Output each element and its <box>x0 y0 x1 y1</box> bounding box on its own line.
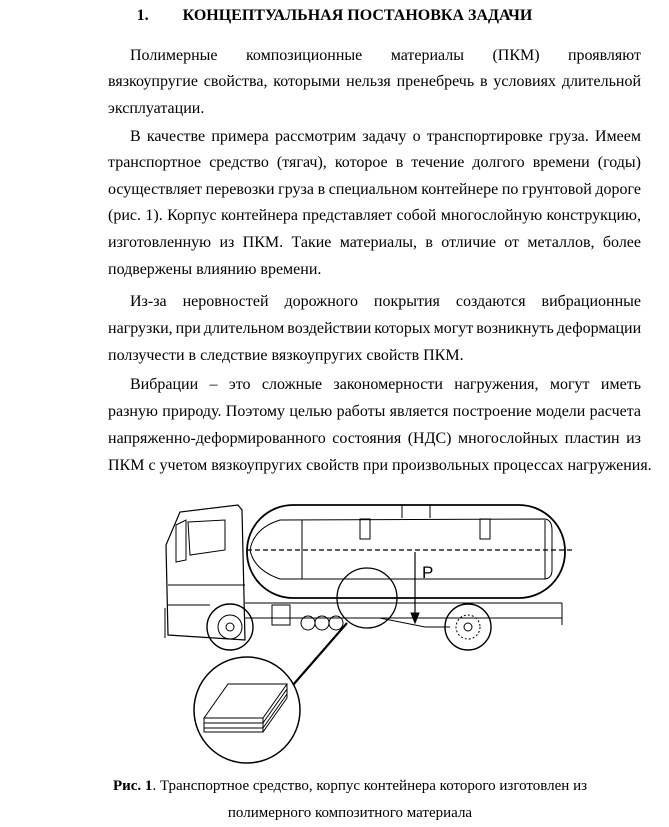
truck-figure <box>150 490 590 770</box>
paragraph-line: эксплуатации. <box>108 100 205 117</box>
layered-plate-detail <box>194 657 300 763</box>
paragraph-line: разную природу. Поэтому целью работы является построение модели расчета <box>108 403 641 420</box>
figure-caption-text: . Транспортное средство, корпус контейнера которого изготовлен из <box>152 778 588 794</box>
paragraph-line: транспортное средство (тягач), которое в течение долгого времени (годы) <box>108 154 641 171</box>
section-heading <box>0 6 669 26</box>
paragraph-line: Полимерные композиционные материалы (ПКМ) проявляют <box>130 47 641 64</box>
paragraph-line: ползучести в следствие вязкоупругих свойств ПКМ. <box>108 347 464 364</box>
paragraph-line: вязкоупругие свойства, которыми нельзя пренебречь в условиях длительной <box>108 73 641 90</box>
tank-body <box>250 519 552 579</box>
figure-caption-line-2: полимерного композитного материала <box>227 805 473 821</box>
paragraph-line: В качестве примера рассмотрим задачу о транспортировке груза. Имеем <box>130 128 641 145</box>
figure-caption-line-1 <box>30 776 669 796</box>
paragraph-line: нагрузки, при длительном воздействии которых могут возникнуть деформации <box>108 320 642 337</box>
figure-caption-label: Рис. 1 <box>112 778 153 794</box>
rear-wheel <box>445 604 491 650</box>
paragraph-line: напряженно-деформированного состояния (НДС) многослойных пластин из <box>108 430 641 447</box>
truck-cab <box>165 505 245 640</box>
load-label: P <box>422 563 434 582</box>
front-wheel <box>207 604 253 650</box>
section-number: 1. <box>136 7 149 24</box>
paragraph-line: Из-за неровностей дорожного покрытия создаются вибрационные <box>130 293 641 310</box>
paragraph-line: Вибрации – это сложные закономерности нагружения, могут иметь <box>130 376 641 393</box>
paragraph-line: осуществляет перевозки груза в специальном контейнере по грунтовой дороге <box>108 181 641 198</box>
section-title: КОНЦЕПТУАЛЬНАЯ ПОСТАНОВКА ЗАДАЧИ <box>182 7 533 24</box>
paragraph-line: подвержены влиянию времени. <box>108 261 322 278</box>
chassis <box>245 603 562 630</box>
paragraph-line: (рис. 1). Корпус контейнера представляет собой многослойную конструкцию, <box>108 207 641 224</box>
paragraph-line: ПКМ с учетом вязкоупругих свойств при произвольных процессах нагружения. <box>108 457 652 474</box>
paragraph-line: изготовленную из ПКМ. Такие материалы, в отличие от металлов, более <box>108 234 641 251</box>
